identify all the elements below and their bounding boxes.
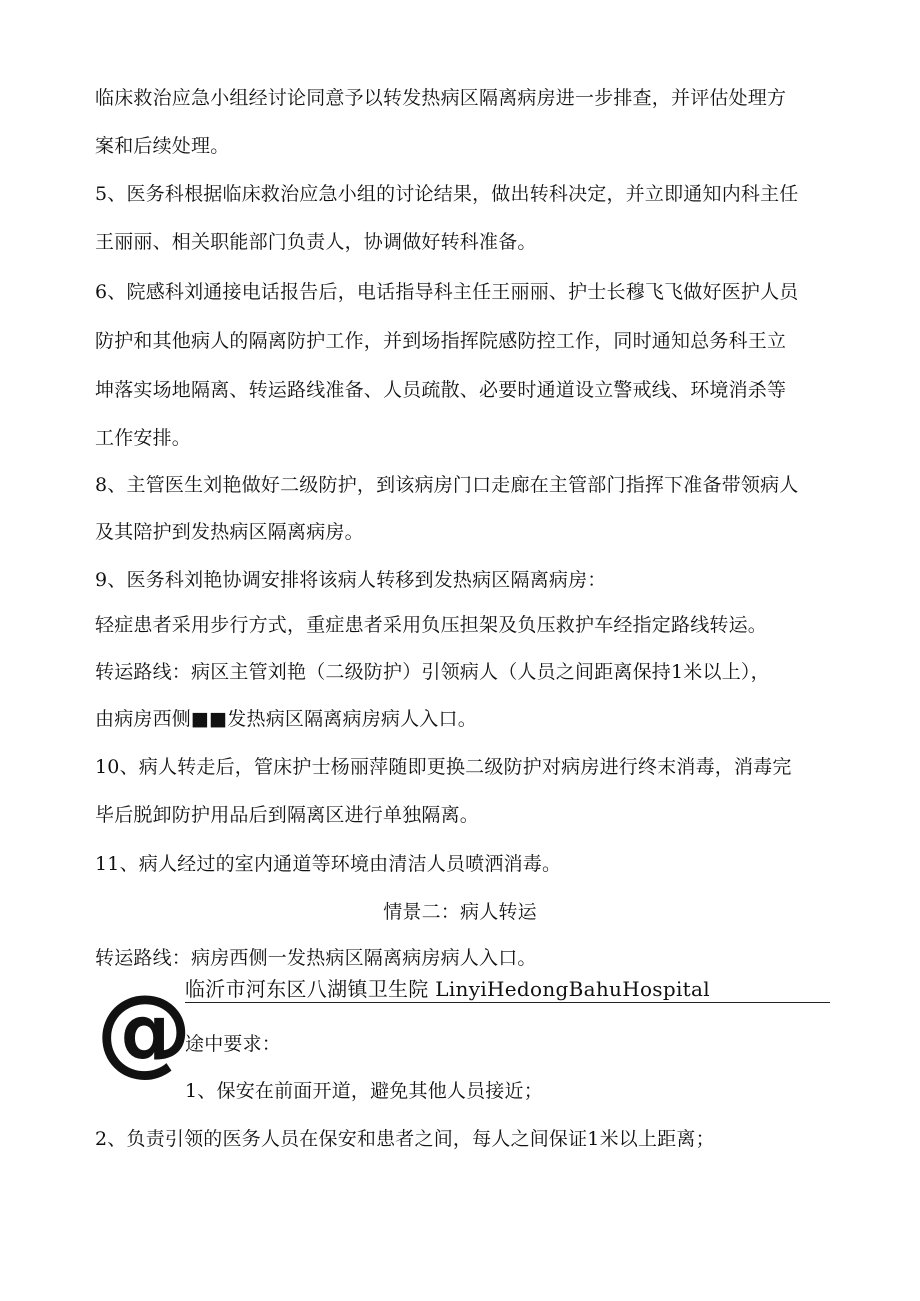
- paragraph-line: 由病房西侧■■发热病区隔离病房病人入口。: [95, 708, 477, 730]
- paragraph-line: 工作安排。: [95, 427, 192, 449]
- at-logo-icon: @: [96, 974, 192, 1086]
- paragraph-line: 防护和其他病人的隔离防护工作，并到场指挥院感防控工作，同时通知总务科王立: [95, 330, 787, 352]
- paragraph-line: 临床救治应急小组经讨论同意予以转发热病区隔离病房进一步排查，并评估处理方: [95, 87, 787, 109]
- paragraph-line: 及其陪护到发热病区隔离病房。: [95, 521, 364, 543]
- list-item: 1、保安在前面开道，避免其他人员接近；: [185, 1080, 543, 1102]
- paragraph-line: 9、医务科刘艳协调安排将该病人转移到发热病区隔离病房：: [95, 569, 607, 591]
- paragraph-line: 轻症患者采用步行方式，重症患者采用负压担架及负压救护车经指定路线转运。: [95, 614, 768, 636]
- paragraph-line: 转运路线：病区主管刘艳（二级防护）引领病人（人员之间距离保持1米以上），: [95, 661, 770, 683]
- paragraph-line: 途中要求：: [185, 1033, 282, 1055]
- paragraph-line: 王丽丽、相关职能部门负责人，协调做好转科准备。: [95, 231, 537, 253]
- paragraph-line: 转运路线：病房西侧一发热病区隔离病房病人入口。: [95, 947, 537, 969]
- paragraph-line: 5、医务科根据临床救治应急小组的讨论结果，做出转科决定，并立即通知内科主任: [95, 183, 799, 205]
- paragraph-line: 10、病人转走后，管床护士杨丽萍随即更换二级防护对病房进行终末消毒，消毒完: [95, 756, 792, 778]
- paragraph-line: 毕后脱卸防护用品后到隔离区进行单独隔离。: [95, 804, 480, 826]
- section-heading: 情景二：病人转运: [383, 901, 537, 923]
- paragraph-line: 坤落实场地隔离、转运路线准备、人员疏散、必要时通道设立警戒线、环境消杀等: [95, 379, 787, 401]
- hospital-name: 临沂市河东区八湖镇卫生院 LinyiHedongBahuHospital: [185, 977, 710, 1001]
- paragraph-line: 6、院感科刘通接电话报告后，电话指导科主任王丽丽、护士长穆飞飞做好医护人员: [95, 281, 799, 303]
- header-divider: [185, 1002, 830, 1003]
- list-item: 2、负责引领的医务人员在保安和患者之间，每人之间保证1米以上距离；: [95, 1128, 715, 1150]
- paragraph-line: 案和后续处理。: [95, 135, 230, 157]
- paragraph-line: 11、病人经过的室内通道等环境由清洁人员喷洒消毒。: [95, 853, 562, 875]
- paragraph-line: 8、主管医生刘艳做好二级防护，到该病房门口走廊在主管部门指挥下准备带领病人: [95, 474, 799, 496]
